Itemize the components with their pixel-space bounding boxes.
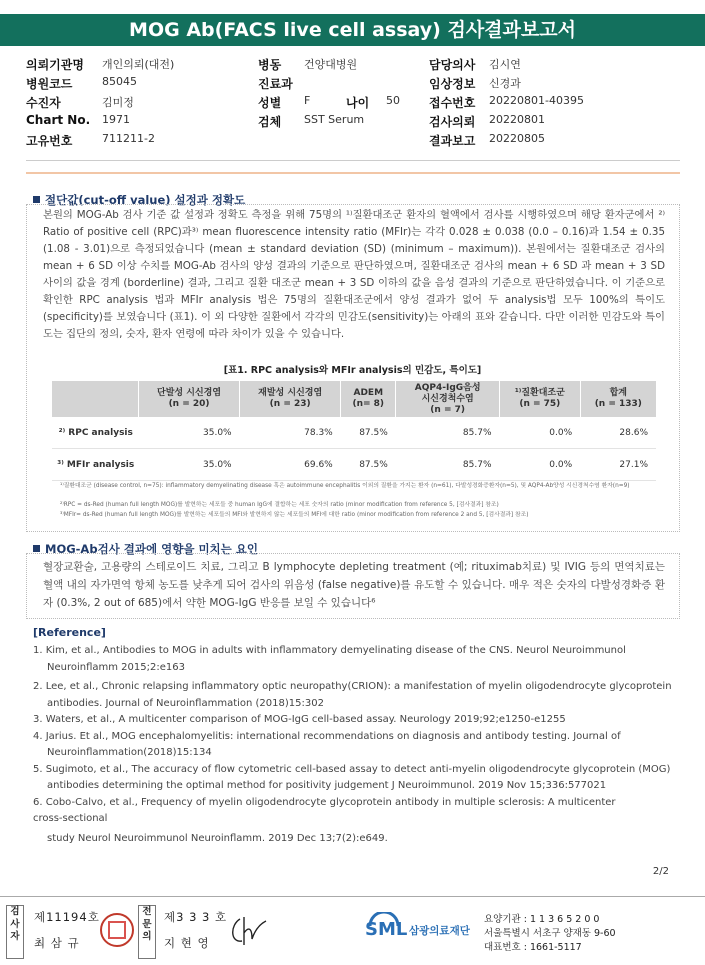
info-label: 담당의사 xyxy=(429,58,476,72)
cutoff-paragraph: 본원의 MOG-Ab 검사 기준 값 설정과 정확도 측정을 위해 75명의 ¹⁾질환대조군 환자의 혈액에서 검사를 시행하였으며 해당 환자군에서 ²⁾Ratio of positive cell (RPC)과³⁾ mean fluorescence intensity ratio (MFIr)는 각각 0.028 ± 0.038 (0.0 – 0.16)과 1.54 ± 0.35 (1.08 - 3.01)으로 측정되었습니다 (mean ± standard deviation (SD) (minimum – maximum)). 본원에서는 질환대조군 검사의 mean + 6 SD 이상 수치를 MOG-Ab 검사의 양성 결과의 기준으로 판단하였으며, 질환대조군 검사의 mean + 6 SD 과 mean + 3 SD 사이의 값을 경계 (borderline) 결과, 그리고 질환 대조군 mean + 3 SD 이하의 값을 음성 결과의 기준으로 판단하였습니다. 이 기준으로 확인한 RPC analysis 법과 MFIr analysis 법은 75명의 질환대조군에서 양성 결과가 없어 두 analysis법 모두 100%의 특이도(specificity)를 보였습니다 (표1). 이 외 다양한 질환에서 각각의 민감도(sensitivity)는 아래의 표와 같습니다. 다만 이러한 민감도와 특이도는 집단의 정의, 숫자, 환자 연령에 따라 차이가 있을 수 있습니다. xyxy=(43,209,665,340)
seal-stamp-icon xyxy=(100,913,134,947)
agency-number: 요양기관 : 1 1 3 6 5 2 0 0 xyxy=(484,914,600,925)
info-value: 1971 xyxy=(102,113,130,126)
info-row xyxy=(26,132,686,151)
info-label: 고유번호 xyxy=(26,134,73,148)
table-cell: 35.0% xyxy=(139,417,240,449)
info-value: 개인의뢰(대전) xyxy=(102,58,175,71)
info-row xyxy=(26,75,686,94)
row-header: ³⁾ MFIr analysis xyxy=(52,449,139,481)
sensitivity-table xyxy=(52,381,656,481)
specialist-name: 지 현 영 xyxy=(164,936,210,950)
reference-item: antibodies determining the optimal method for positivity judgement J Neuroimmunol. 2019 Nov 15;336:577021 xyxy=(47,780,607,791)
table-cell: 78.3% xyxy=(240,417,341,449)
info-label: 의뢰기관명 xyxy=(26,58,84,72)
row-header: ²⁾ RPC analysis xyxy=(52,417,139,449)
table-cell: 0.0% xyxy=(500,449,581,481)
column-header: 단발성 시신경염 (n = 20) xyxy=(139,381,240,417)
table-cell: 0.0% xyxy=(500,417,581,449)
info-value: F xyxy=(304,94,311,107)
column-header: 합계 (n = 133) xyxy=(580,381,656,417)
reference-item: study Neurol Neuroimmunol Neuroinflamm. 2019 Dec 13;7(2):e649. xyxy=(47,832,388,844)
table-cell: 85.7% xyxy=(396,449,500,481)
info-label: 수진자 xyxy=(26,96,61,110)
info-value: 85045 xyxy=(102,75,137,88)
info-value: 김시연 xyxy=(489,58,521,71)
examiner-name: 최 삼 규 xyxy=(34,936,80,950)
reference-item: antibodies. Journal of Neuroinflammation (2018)15:302 xyxy=(47,697,324,709)
info-label: 검체 xyxy=(258,115,282,129)
reference-item: cross-sectional xyxy=(33,813,108,824)
info-label: 결과보고 xyxy=(429,134,476,148)
logo-text: SML xyxy=(365,919,408,940)
column-header: ¹⁾질환대조군 (n = 75) xyxy=(500,381,581,417)
info-value: 20220801-40395 xyxy=(489,94,584,107)
section-heading-text: MOG-Ab검사 결과에 영향을 미치는 요인 xyxy=(45,542,258,556)
info-label: Chart No. xyxy=(26,113,91,127)
table-header-row xyxy=(52,381,656,417)
column-header: 재발성 시신경염 (n = 23) xyxy=(240,381,341,417)
info-value: 20220805 xyxy=(489,132,545,145)
info-label: 임상정보 xyxy=(429,77,476,91)
table-title: [표1. RPC analysis와 MFIr analysis의 민감도, 특이도] xyxy=(223,365,482,376)
reference-item: 3. Waters, et al., A multicenter comparison of MOG-IgG cell-based assay. Neurology 2019;92;e1250-e1255 xyxy=(33,714,566,725)
reference-item: 5. Sugimoto, et al., The accuracy of flow cytometric cell-based assay to detect anti-myelin oligodendrocyte glycoprotein (MOG) xyxy=(33,763,671,775)
info-value: 20220801 xyxy=(489,113,545,126)
table-cell: 87.5% xyxy=(341,417,396,449)
examiner-label: 검 사 자 xyxy=(6,905,24,959)
table-footnote: ²⁾RPC = ds-Red (human full length MOG)를 발현하는 세포들 중 human IgG에 결합하는 세포 숫자의 ratio (minor modification from reference 5, [검사결과] 참조) xyxy=(60,502,499,508)
info-label: 진료과 xyxy=(258,77,293,91)
table-cell: 85.7% xyxy=(396,417,500,449)
patient-info xyxy=(26,56,686,151)
reference-list xyxy=(33,643,673,847)
table-cell: 87.5% xyxy=(341,449,396,481)
bullet-square-icon xyxy=(33,545,40,552)
examiner-license: 제11194호 xyxy=(34,910,100,924)
table-cell: 69.6% xyxy=(240,449,341,481)
signature-icon xyxy=(226,911,270,951)
age-value: 50 xyxy=(386,94,400,107)
reference-item: Neuroinflammation(2018)15:134 xyxy=(47,747,212,758)
info-value: SST Serum xyxy=(304,113,365,126)
reference-item: 4. Jarius. Et al., MOG encephalomyelitis: international recommendations on diagnosis and antibody testing. Journal of xyxy=(33,730,621,742)
column-header: AQP4-IgG음성 시신경척수염 (n = 7) xyxy=(396,381,500,417)
reference-item: Neuroinflamm 2015;2:e163 xyxy=(47,661,185,673)
info-value: 건양대병원 xyxy=(304,58,358,71)
reference-item: 6. Cobo-Calvo, et al., Frequency of myelin oligodendrocyte glycoprotein antibody in multiple sclerosis: A multicenter xyxy=(33,796,616,808)
info-label: 성별 xyxy=(258,96,282,110)
bullet-square-icon xyxy=(33,196,40,203)
divider xyxy=(26,160,680,161)
phone-number: 대표번호 : 1661-5117 xyxy=(484,942,582,953)
table-cell: 28.6% xyxy=(580,417,656,449)
table-footnote: ¹⁾질환대조군 (disease control, n=75): inflammatory demyelinating disease 혹은 autoimmune encephalitis 이외의 질환을 가지는 환자 (n=61), 다발성경화증환자(n=5), 및 AQP4-Ab양성 시신경척수염 환자(n=9) xyxy=(60,483,630,489)
page-number: 2/2 xyxy=(652,866,669,877)
specialist-license: 제3 3 3 호 xyxy=(164,910,228,924)
section-heading-text: 절단값(cut-off value) 설정과 정확도 xyxy=(45,193,246,207)
table-row xyxy=(52,449,656,481)
table-footnote: ³⁾MFIr= ds-Red (human full length MOG)를 발현하는 세포들의 MFI와 발현하지 않는 세포들의 MFI에 대한 ratio (minor modification from reference 2 and 5, [검사결과] 참조) xyxy=(60,512,529,518)
info-row xyxy=(26,94,686,113)
table-row xyxy=(52,417,656,449)
reference-item: 1. Kim, et al., Antibodies to MOG in adults with inflammatory demyelinating disease of the CNS. Neurol Neuroimmunol xyxy=(33,645,626,656)
info-row xyxy=(26,56,686,75)
column-header: ADEM (n= 8) xyxy=(341,381,396,417)
divider xyxy=(26,172,680,174)
report-title: MOG Ab(FACS live cell assay) 검사결과보고서 xyxy=(0,14,705,46)
reference-title: [Reference] xyxy=(33,626,106,639)
age-label: 나이 xyxy=(346,96,370,110)
address: 서울특별시 서초구 양재동 9-60 xyxy=(484,928,616,939)
table-corner xyxy=(52,381,139,417)
info-label: 병동 xyxy=(258,58,282,72)
info-value: 711211-2 xyxy=(102,132,155,145)
factors-paragraph: 혈장교환술, 고용량의 스테로이드 치료, 그리고 B lymphocyte depleting treatment (예; rituximab치료) 및 IVIG 등의 면역치료는 혈액 내의 자가면역 항체 농도를 낮추게 되어 검사의 위음성 (false negative)를 유도할 수 있습니다. 매우 적은 숫자의 다발성경화증 환자 (0.3%, 2 out of 685)에서 약한 MOG-IgG 반응를 보일 수 있습니다⁶ xyxy=(43,561,665,609)
info-label: 접수번호 xyxy=(429,96,476,110)
info-label: 병원코드 xyxy=(26,77,73,91)
specialist-label: 전 문 의 xyxy=(138,905,156,959)
info-row xyxy=(26,113,686,132)
info-value: 김미정 xyxy=(102,96,134,109)
table-cell: 27.1% xyxy=(580,449,656,481)
organization-name: 삼광의료재단 xyxy=(409,925,470,937)
info-label: 검사의뢰 xyxy=(429,115,476,129)
info-value: 신경과 xyxy=(489,77,521,90)
reference-item: 2. Lee, et al., Chronic relapsing inflammatory optic neuropathy(CRION): a manifestation of myelin oligodendrocyte glycoprotein xyxy=(33,681,672,692)
table-cell: 35.0% xyxy=(139,449,240,481)
